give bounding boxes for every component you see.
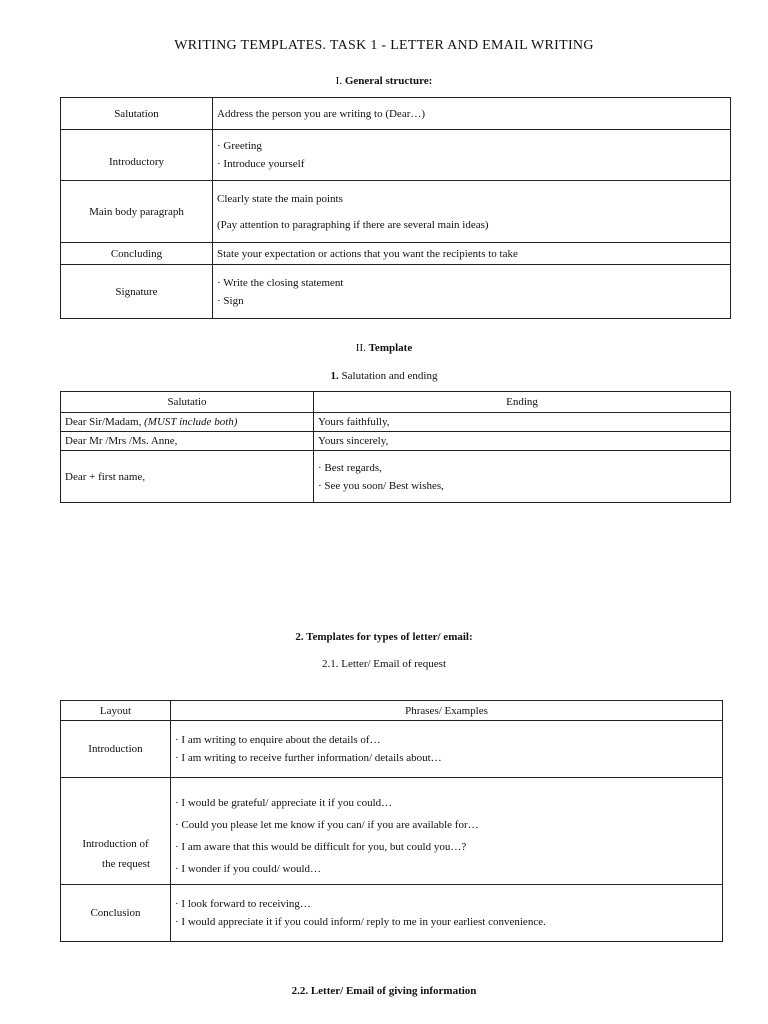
table-header-row	[61, 392, 731, 413]
ending-cell	[314, 451, 731, 503]
section-heading-giving-information: 2.2. Letter/ Email of giving information	[291, 985, 477, 997]
table-row	[61, 98, 731, 130]
list-item: · See you soon/ Best wishes,	[318, 479, 726, 493]
phrases-cell	[171, 778, 723, 885]
layout-label-line: Introduction of	[82, 838, 149, 850]
table-header-row	[61, 701, 723, 721]
table-row	[61, 778, 723, 885]
request-phrases-table	[60, 700, 723, 942]
list-item: · I would appreciate it if you could inform/ reply to me in your earliest convenience.	[175, 915, 718, 929]
desc-cell	[213, 130, 731, 181]
layout-label-line: the request	[102, 858, 150, 870]
table-row	[61, 130, 731, 181]
table-row	[61, 885, 723, 942]
column-header: Phrases/ Examples	[171, 701, 723, 721]
list-item: · I look forward to receiving…	[175, 897, 718, 911]
document-title: WRITING TEMPLATES. TASK 1 - LETTER AND EMAIL WRITING	[174, 38, 594, 53]
salutation-cell: Dear Mr /Mrs /Ms. Anne,	[61, 432, 314, 451]
part-cell: Salutation	[61, 98, 213, 130]
salutation-cell	[61, 413, 314, 432]
subsection-heading-request: 2.1. Letter/ Email of request	[321, 658, 446, 670]
list-item: · Write the closing statement	[217, 276, 726, 290]
subsection-title: Salutation and ending	[341, 370, 438, 382]
column-header: Layout	[61, 701, 171, 721]
table-row	[61, 451, 731, 503]
layout-cell	[61, 778, 171, 885]
ending-cell: Yours faithfully,	[314, 413, 731, 432]
column-header: Ending	[314, 392, 731, 413]
desc-cell	[213, 181, 731, 243]
column-header: Salutatio	[61, 392, 314, 413]
desc-cell: State your expectation or actions that you want the recipients to take	[213, 243, 731, 265]
salutation-text: Dear Sir/Madam,	[65, 416, 142, 428]
desc-cell: Address the person you are writing to (Dear…)	[213, 98, 731, 130]
table-row	[61, 432, 731, 451]
list-item: · Introduce yourself	[217, 157, 726, 171]
section-heading-types: 2. Templates for types of letter/ email:	[295, 631, 473, 643]
salutation-note: (MUST include both)	[144, 416, 238, 428]
part-cell: Concluding	[61, 243, 213, 265]
salutation-cell: Dear + first name,	[61, 451, 314, 503]
list-item: · Could you please let me know if you can/ if you are available for…	[175, 818, 718, 832]
salutation-ending-table	[60, 391, 731, 503]
section-heading-general-structure	[0, 75, 768, 87]
part-cell: Main body paragraph	[61, 181, 213, 243]
general-structure-table	[60, 97, 731, 319]
list-item: · I am writing to enquire about the details of…	[175, 733, 718, 747]
phrases-cell	[171, 885, 723, 942]
table-row	[61, 265, 731, 319]
list-item: · Best regards,	[318, 461, 726, 475]
table-row	[61, 721, 723, 778]
layout-cell: Introduction	[61, 721, 171, 778]
part-cell: Signature	[61, 265, 213, 319]
section-number: I.	[335, 75, 343, 87]
subsection-heading-salutation	[0, 370, 768, 382]
section-title: Template	[368, 342, 413, 354]
desc-cell	[213, 265, 731, 319]
list-item: · Greeting	[217, 139, 726, 153]
list-item: · I am aware that this would be difficult for you, but could you…?	[175, 840, 718, 854]
list-item: · Sign	[217, 294, 726, 308]
table-row	[61, 413, 731, 432]
section-number: II.	[355, 342, 366, 354]
table-row	[61, 181, 731, 243]
list-item: · I wonder if you could/ would…	[175, 862, 718, 876]
section-title: General structure:	[344, 75, 433, 87]
phrases-cell	[171, 721, 723, 778]
desc-line: (Pay attention to paragraphing if there are several main ideas)	[217, 218, 489, 231]
list-item: · I would be grateful/ appreciate it if you could…	[175, 796, 718, 810]
table-row	[61, 243, 731, 265]
list-item: · I am writing to receive further information/ details about…	[175, 751, 718, 765]
ending-cell: Yours sincerely,	[314, 432, 731, 451]
section-heading-template	[0, 342, 768, 354]
subsection-number: 1.	[330, 370, 339, 382]
layout-cell: Conclusion	[61, 885, 171, 942]
desc-line: Clearly state the main points	[217, 192, 343, 205]
part-cell: Introductory	[61, 130, 213, 181]
